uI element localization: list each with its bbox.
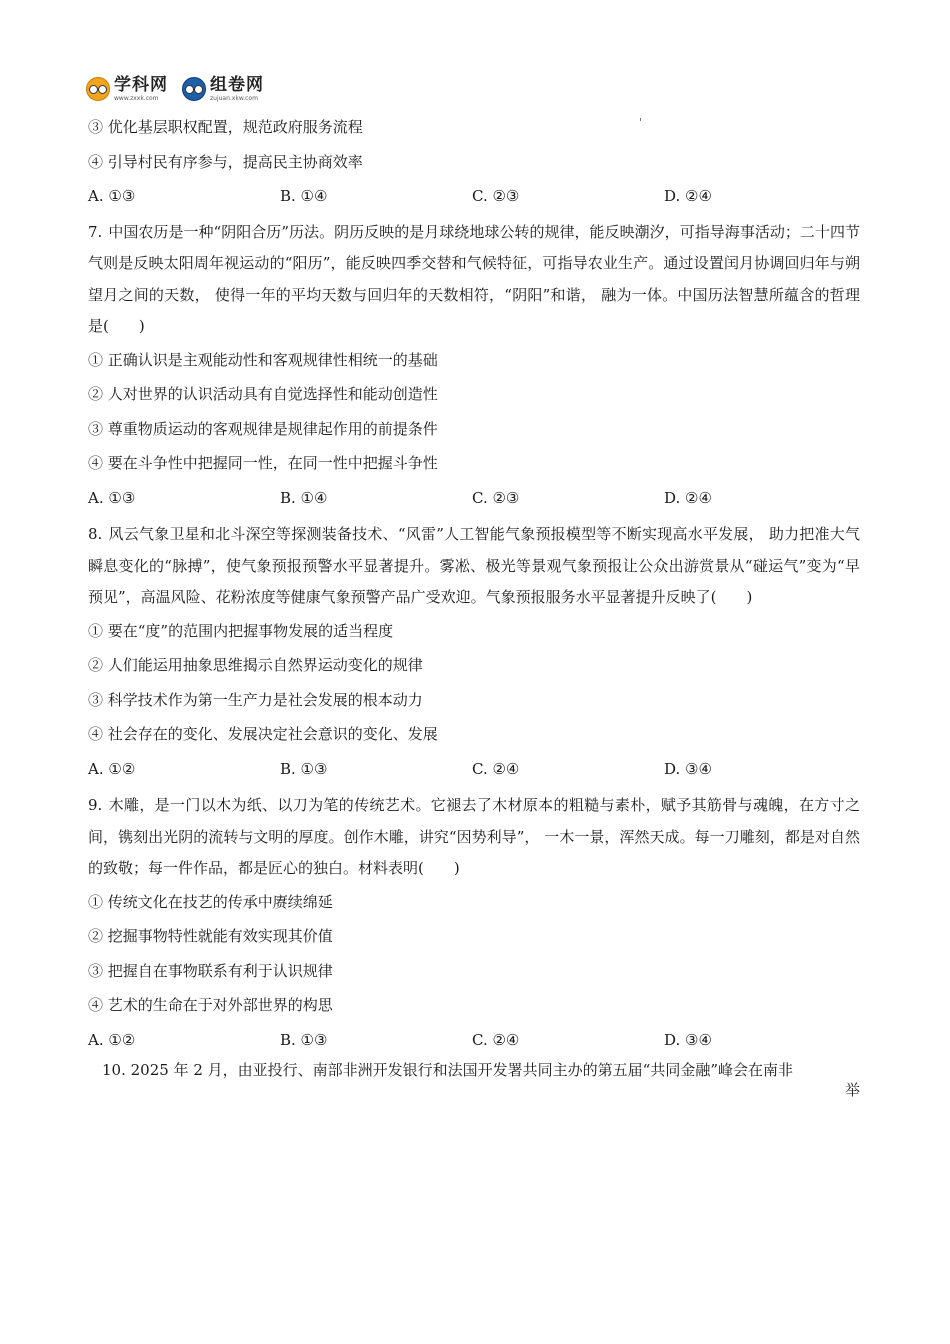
choice-item: ① 正确认识是主观能动性和客观规律性相统一的基础 [88,350,438,369]
option-b[interactable]: B. ①③ [280,1030,328,1049]
question-text: 木雕，是一门以木为纸、以刀为笔的传统艺术。它褪去了木材原本的粗糙与素朴，赋予其筋骨与魂魄，在方寸之间，镌刻出光阴的流转与文明的厚度。创作木雕，讲究“因势利导”， 一木一景，浑然天成。每一刀雕刻，都是对自然的致敬；每一件作品，都是匠心的独白。材料表明( ) [88,796,860,877]
question-stem [88,217,860,343]
question-number: 8. [88,525,103,543]
question-number: 7. [88,222,103,241]
option-b[interactable]: B. ①④ [280,187,328,205]
answer-options [88,752,860,787]
option-b[interactable]: B. ①④ [280,488,328,507]
choice-item: ③ 把握自在事物联系有利于认识规律 [88,961,333,980]
question-text: 中国农历是一种“阴阳合历”历法。阴历反映的是月球绕地球公转的规律，能反映潮汐，可指导海事活动；二十四节气则是反映太阳周年视运动的“阳历”，能反映四季交替和气候特征，可指导农业生产。通过设置闰月协调回归年与朔望月之间的天数， 使得一年的平均天数与回归年的天数相符，“阴阳”和谐， 融为一体。中国历法智慧所蕴含的哲理是( ) [88,222,860,335]
question-stem: 10. 2025 年 2 月，由亚投行、南部非洲开发银行和法国开发署共同主办的第五届“共同金融”峰会在南非 [102,1061,793,1079]
choice-item: ③ 科学技术作为第一生产力是社会发展的根本动力 [88,690,423,709]
header-logos [86,72,264,106]
option-c[interactable]: C. ②④ [472,1030,520,1049]
choice-item: ① 要在“度”的范围内把握事物发展的适当程度 [88,621,394,640]
choice-item: ④ 引导村民有序参与，提高民主协商效率 [88,152,363,171]
choice-item: ④ 艺术的生命在于对外部世界的构思 [88,996,333,1014]
question-stem [88,519,860,614]
choice-item: ① 传统文化在技艺的传承中赓续绵延 [88,892,333,911]
choice-item: ② 人们能运用抽象思维揭示自然界运动变化的规律 [88,656,423,674]
choice-item: ④ 社会存在的变化、发展决定社会意识的变化、发展 [88,725,438,743]
option-c[interactable]: C. ②③ [472,488,520,507]
choice-item: ③ 尊重物质运动的客观规律是规律起作用的前提条件 [88,419,438,438]
option-d[interactable]: D. ③④ [664,759,712,778]
choice-item: ③ 优化基层职权配置，规范政府服务流程 [88,118,363,136]
option-a[interactable]: A. ①② [88,759,136,778]
question-stem [88,790,860,885]
owl-icon [86,77,110,101]
zxxk-logo[interactable] [86,74,168,102]
question-text-overflow: 举 [844,1081,860,1099]
option-d[interactable]: D. ②④ [664,488,712,507]
option-a[interactable]: A. ①③ [88,187,136,205]
option-c[interactable]: C. ②③ [472,187,520,205]
option-c[interactable]: C. ②④ [472,759,520,778]
choice-item: ② 人对世界的认识活动具有自觉选择性和能动创造性 [88,385,438,403]
question-text: 风云气象卫星和北斗深空等探测装备技术、“风雷”人工智能气象预报模型等不断实现高水平发展， 助力把准大气瞬息变化的“脉搏”，使气象预报预警水平显著提升。雾凇、极光等景观气象预报让公众出游赏景从“碰运气”变为“早预见”，高温风险、花粉浓度等健康气象预警产品广受欢迎。气象预报服务水平显著提升反映了( ) [88,525,860,606]
answer-options [88,179,860,214]
logo-url: www.zxxk.com [114,94,159,102]
answer-options [88,1023,860,1058]
choice-item: ④ 要在斗争性中把握同一性，在同一性中把握斗争性 [88,454,438,472]
choice-item: ② 挖掘事物特性就能有效实现其价值 [88,927,333,945]
option-b[interactable]: B. ①③ [280,759,328,778]
option-d[interactable]: D. ③④ [664,1030,712,1049]
zujuan-logo[interactable] [182,74,264,102]
question-number: 9. [88,796,103,814]
question-content [88,110,860,1099]
logo-title: 组卷网 [210,74,264,95]
graduate-owl-icon [182,77,206,101]
answer-options [88,481,860,516]
logo-title: 学科网 [114,74,168,95]
logo-url: zujuan.xkw.com [210,94,258,102]
option-a[interactable]: A. ①③ [88,488,136,507]
option-a[interactable]: A. ①② [88,1030,136,1049]
option-d[interactable]: D. ②④ [664,187,712,205]
